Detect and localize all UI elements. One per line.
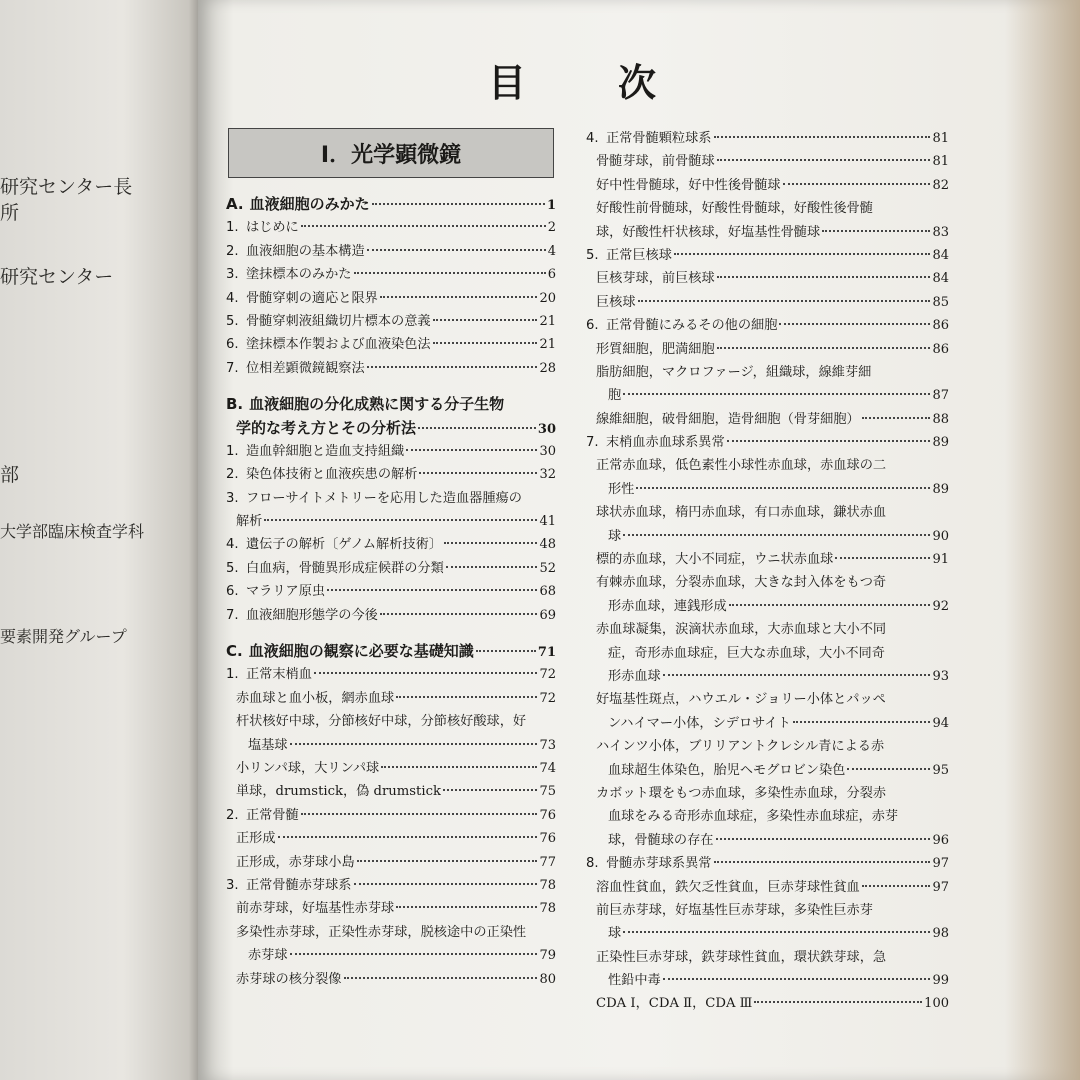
toc-entry[interactable] [226,968,556,991]
toc-page-number: 76 [539,807,556,823]
dot-leader [314,672,538,674]
toc-entry-label: 球状赤血球，楕円赤血球，有口赤血球，鎌状赤血 [596,505,887,521]
toc-entry-label: 巨核球 [596,294,636,310]
dot-leader [419,472,537,474]
toc-entry[interactable] [226,734,556,757]
toc-entry-label: 標的赤血球，大小不同症，ウニ状赤血球 [596,552,834,568]
toc-page-number: 100 [924,996,949,1012]
toc-entry-label: 位相差顕微鏡観察法 [246,360,365,376]
dot-leader [433,319,538,321]
toc-entry[interactable] [586,384,949,407]
toc-entry-label: 白血病，骨髄異形成症候群の分類 [246,560,444,576]
toc-entry-label: はじめに [246,220,299,236]
toc-entry-label: 遺伝子の解析〔ゲノム解析技術〕 [246,537,442,553]
toc-page-number: 71 [537,645,556,661]
dot-leader [372,203,545,205]
toc-entry-label: 正常骨髄 [246,807,299,823]
toc-entry[interactable] [586,735,949,758]
toc-entry-label: 巨核芽球，前巨核球 [596,271,715,287]
toc-entry[interactable] [586,642,949,665]
title-char: 次 [617,61,658,105]
toc-entry-number: 8. [586,856,599,872]
toc-entry-label: 骨髄芽球，前骨髄球 [596,154,715,170]
dot-leader [396,906,537,908]
toc-entry-label: フローサイトメトリーを応用した造血器腫瘍の [246,490,522,506]
toc-entry[interactable] [226,897,556,920]
toc-entry-number: 3. [226,490,239,506]
toc-entry-label: 正常巨核球 [606,247,672,263]
toc-entry[interactable] [586,431,949,454]
facing-page-text: 要素開発グループ [0,627,127,646]
toc-entry-label: 血液細胞の観察に必要な基礎知識 [248,642,474,661]
toc-entry-label: 胞 [608,388,622,404]
toc-entry-label: 好塩基性斑点，ハウエル・ジョリー小体とパッペ [596,692,886,708]
toc-entry-number: 7. [226,360,239,376]
toc-entry[interactable] [226,874,556,897]
dot-leader [354,883,538,885]
toc-entry[interactable] [226,287,556,310]
toc-page-number: 90 [932,528,949,544]
toc-entry[interactable] [586,782,949,805]
toc-entry-label: 血球をみる奇形赤血球症，多染性赤血球症，赤芽 [608,809,899,825]
toc-entry[interactable] [586,805,949,828]
toc-entry[interactable] [226,757,556,780]
section-heading [228,128,554,178]
toc-entry[interactable] [586,478,949,501]
toc-entry-label: 線維細胞，破骨細胞，造骨細胞（骨芽細胞） [596,411,860,427]
toc-entry-label: 赤芽球 [248,948,288,964]
toc-page-number: 28 [539,360,556,376]
toc-entry[interactable] [586,899,949,922]
toc-entry[interactable] [586,595,949,618]
facing-page-text: 部 [0,464,20,486]
toc-entry[interactable] [226,944,556,967]
toc-entry-label: 正常骨髄顆粒球系 [606,131,712,146]
toc-page-number: 78 [539,877,556,893]
toc-entry[interactable] [226,557,556,580]
toc-entry-label: 小リンパ球，大リンパ球 [236,760,380,776]
toc-entry-label: 骨髄穿刺の適応と限界 [246,290,378,306]
toc-entry[interactable] [586,548,949,571]
toc-entry-number: 3. [226,267,239,283]
toc-entry-label: ンハイマー小体，シデロサイト [608,715,791,731]
toc-entry[interactable] [586,618,949,641]
facing-page [0,0,205,1080]
dot-leader [290,743,538,745]
toc-chapter-entry[interactable] [226,640,556,663]
toc-page-number: 85 [932,294,949,310]
toc-chapter-entry[interactable] [226,193,556,216]
toc-page-number: 86 [932,318,949,334]
toc-entry-label: 正常赤血球，低色素性小球性赤血球，赤血球の二 [596,458,887,474]
toc-entry-number: 1. [226,220,239,236]
toc-entry-label: 溶血性貧血，鉄欠乏性貧血，巨赤芽球性貧血 [596,879,860,895]
toc-page-number: 2 [547,220,556,236]
toc-entry-label: 解析 [236,514,263,530]
toc-entry-label: 正形成 [236,831,276,847]
toc-entry[interactable] [586,525,949,548]
toc-spacer [226,627,556,640]
dot-leader [717,159,931,161]
toc-entry-label: 形質細胞，肥満細胞 [596,341,715,357]
toc-entry-label: 球，好酸性杆状核球，好塩基性骨髄球 [596,224,821,240]
toc-entry-label: 好中性骨髄球，好中性後骨髄球 [596,177,781,193]
toc-page-number: 30 [537,421,556,437]
dot-leader [779,323,930,325]
toc-entry-number: C. [226,642,243,661]
toc-page-number: 96 [932,832,949,848]
toc-entry[interactable] [586,501,949,524]
toc-entry-label: 球 [608,926,622,942]
toc-entry-label: ハインツ小体，ブリリアントクレシル青による赤 [596,739,885,755]
toc-page-number: 4 [547,243,556,259]
dot-leader [354,272,546,274]
toc-entry[interactable] [226,533,556,556]
toc-entry-number: 4. [226,290,239,306]
toc-entry[interactable] [586,338,949,361]
toc-page-number: 72 [539,667,556,683]
toc-page-number: 32 [539,467,556,483]
toc-entry-label: 血液細胞の分化成熟に関する分子生物 [249,395,505,414]
toc-entry[interactable] [586,852,949,875]
page-title [488,52,658,107]
dot-leader [301,225,546,227]
toc-entry-label: 形性 [608,481,635,497]
toc-entry[interactable] [586,174,949,197]
toc-page-number: 86 [932,341,949,357]
dot-leader [636,487,930,489]
toc-entry-label: 末梢血赤血球系異常 [606,435,725,451]
toc-page-number: 73 [539,737,556,753]
dot-leader [714,861,931,863]
toc-entry[interactable] [226,357,556,380]
toc-entry-number: 7. [586,435,599,451]
dot-leader [717,276,931,278]
dot-leader [396,696,537,698]
toc-entry-label: 骨髄赤芽球系異常 [606,856,712,872]
toc-entry-label: 正形成，赤芽球小島 [236,854,355,870]
toc-entry-number: 5. [226,313,239,329]
toc-entry[interactable] [226,440,556,463]
toc-entry-label: 単球，drumstick，偽 drumstick [236,784,441,800]
dot-leader [327,589,537,591]
toc-entry[interactable] [586,712,949,735]
toc-entry[interactable] [226,687,556,710]
toc-page-number: 93 [932,668,949,684]
toc-entry[interactable] [586,150,949,173]
dot-leader [443,789,538,791]
toc-entry-label: 正常骨髄にみるその他の細胞 [606,318,778,334]
toc-entry-label: 性鉛中毒 [608,973,661,989]
toc-entry-label: CDA Ⅰ，CDA Ⅱ，CDA Ⅲ [596,996,753,1012]
toc-entry-label: 球，骨髄球の存在 [608,832,714,848]
toc-entry-number: 2. [226,807,239,823]
facing-page-text: 大学部臨床検査学科 [0,522,145,541]
toc-entry[interactable] [586,267,949,290]
page-edge-shadow [955,0,1080,1080]
toc-spacer [226,380,556,393]
dot-leader [729,604,931,606]
dot-leader [716,838,931,840]
dot-leader [476,650,536,652]
toc-entry-label: マラリア原虫 [246,584,326,600]
toc-entry-label: 前巨赤芽球，好塩基性巨赤芽球，多染性巨赤芽 [596,902,873,918]
toc-entry[interactable] [586,291,949,314]
toc-entry-label: 前赤芽球，好塩基性赤芽球 [236,901,395,917]
toc-entry[interactable] [586,992,949,1015]
toc-entry-label: 塩基球 [248,737,288,753]
dot-leader [290,953,538,955]
toc-entry-label: 染色体技術と血液疾患の解析 [246,467,418,483]
toc-page-number: 77 [539,854,556,870]
toc-chapter-entry[interactable] [226,417,556,440]
toc-chapter-entry[interactable] [226,393,556,416]
toc-entry[interactable] [226,580,556,603]
dot-leader [623,534,930,536]
toc-entry[interactable] [226,851,556,874]
toc-entry-label: 塗抹標本のみかた [246,267,352,283]
section-heading-label: Ⅰ．光学顕微鏡 [320,142,462,168]
toc-entry[interactable] [226,921,556,944]
toc-page-number: 81 [932,131,949,146]
toc-entry-label: 血液細胞形態学の今後 [246,607,378,623]
toc-entry[interactable] [586,454,949,477]
toc-entry-label: 杆状核好中球，分節核好中球，分節核好酸球，好 [236,714,527,730]
title-char: 目 [488,61,529,105]
toc-page-number: 72 [539,690,556,706]
toc-entry-number: 4. [226,537,239,553]
toc-entry-label: 造血幹細胞と造血支持組織 [246,443,405,459]
toc-entry-label: 症，奇形赤血球症，巨大な赤血球，大小不同奇 [608,645,885,661]
toc-entry-label: 正常末梢血 [246,667,312,683]
toc-entry-number: B. [226,395,244,414]
toc-page-number: 52 [539,560,556,576]
dot-leader [793,721,931,723]
toc-page-number: 30 [539,443,556,459]
toc-entry-number: 1. [226,443,239,459]
toc-entry[interactable] [586,969,949,992]
toc-entry[interactable] [226,804,556,827]
toc-entry-number: 6. [226,337,239,353]
toc-entry-label: 骨髄穿刺液組織切片標本の意義 [246,313,431,329]
toc-entry-label: カボット環をもつ赤血球，多染性赤血球，分裂赤 [596,785,887,801]
toc-entry-number: 5. [586,247,599,263]
toc-column-left [226,193,556,991]
toc-entry-label: 有棘赤血球，分裂赤血球，大きな封入体をもつ奇 [596,575,887,591]
dot-leader [433,342,538,344]
toc-page-number: 80 [539,971,556,987]
toc-entry-label: 正染性巨赤芽球，鉄芽球性貧血，環状鉄芽球，急 [596,949,887,965]
toc-page-number: 41 [539,514,556,530]
dot-leader [623,393,930,395]
toc-entry-label: 血球超生体染色，胎児ヘモグロビン染色 [608,762,846,778]
dot-leader [418,427,536,429]
toc-entry-label: 血液細胞の基本構造 [246,243,365,259]
toc-entry-label: 好酸性前骨髄球，好酸性骨髄球，好酸性後骨髄 [596,201,873,217]
toc-entry[interactable] [586,127,949,150]
facing-page-text: 研究センター長 [0,176,133,198]
toc-page-number: 78 [539,901,556,917]
toc-entry-number: 1. [226,667,239,683]
toc-page-number: 6 [547,267,556,283]
dot-leader [301,813,538,815]
toc-entry-label: 血液細胞のみかた [249,195,370,213]
toc-entry[interactable] [586,408,949,431]
toc-page-number: 48 [539,537,556,553]
dot-leader [278,836,538,838]
toc-page-number: 1 [546,198,556,213]
toc-entry[interactable] [586,314,949,337]
toc-entry-label: 形赤血球，連銭形成 [608,598,727,614]
dot-leader [714,136,931,138]
toc-entry-number: 2. [226,467,239,483]
toc-page-number: 76 [539,831,556,847]
toc-entry[interactable] [226,827,556,850]
toc-entry[interactable] [226,780,556,803]
toc-entry[interactable] [226,510,556,533]
toc-entry[interactable] [586,197,949,220]
toc-entry-number: A. [226,195,244,213]
facing-page-text: 所 [0,202,20,224]
dot-leader [367,249,546,251]
toc-entry-label: 正常骨髄赤芽球系 [246,877,352,893]
toc-entry[interactable] [226,487,556,510]
dot-leader [717,347,931,349]
toc-page-number: 92 [932,598,949,614]
dot-leader [446,566,538,568]
dot-leader [727,440,931,442]
dot-leader [444,542,537,544]
facing-page-text: 研究センター [0,266,114,288]
toc-entry[interactable] [586,244,949,267]
toc-entry-number: 7. [226,607,239,623]
toc-page-number: 99 [932,973,949,989]
dot-leader [380,613,538,615]
dot-leader [638,300,931,302]
toc-entry-label: 多染性赤芽球，正染性赤芽球，脱核途中の正染性 [236,924,527,940]
toc-page-number: 79 [539,948,556,964]
toc-entry-label: 学的な考え方とその分析法 [236,418,417,437]
toc-page-number: 94 [932,715,949,731]
toc-page-number: 81 [932,154,949,170]
toc-page-number: 21 [539,313,556,329]
dot-leader [783,183,931,185]
dot-leader [367,366,538,368]
toc-entry-label: 赤芽球の核分裂像 [236,971,342,987]
dot-leader [344,977,538,979]
dot-leader [862,885,931,887]
toc-entry-label: 赤血球と血小板，網赤血球 [236,690,395,706]
toc-entry[interactable] [226,463,556,486]
toc-page-number: 21 [539,337,556,353]
toc-entry[interactable] [226,263,556,286]
toc-entry[interactable] [586,829,949,852]
toc-page-number: 69 [539,607,556,623]
toc-page-number: 89 [932,435,949,451]
toc-entry[interactable] [586,876,949,899]
toc-page-number: 84 [932,271,949,287]
toc-entry-number: 6. [226,584,239,600]
toc-entry[interactable] [586,946,949,969]
toc-entry[interactable] [226,663,556,686]
toc-entry-label: 塗抹標本作製および血液染色法 [246,337,431,353]
dot-leader [674,253,931,255]
toc-page-number: 75 [539,784,556,800]
toc-entry[interactable] [586,665,949,688]
toc-entry[interactable] [586,571,949,594]
toc-page-number: 87 [932,388,949,404]
dot-leader [357,860,538,862]
toc-entry-label: 球 [608,528,622,544]
toc-page-number: 20 [539,290,556,306]
toc-entry[interactable] [226,333,556,356]
dot-leader [847,768,930,770]
dot-leader [663,674,931,676]
toc-page-number: 68 [539,584,556,600]
toc-page-number: 74 [539,760,556,776]
toc-entry-number: 6. [586,318,599,334]
toc-entry-number: 2. [226,243,239,259]
toc-entry-number: 3. [226,877,239,893]
toc-entry-label: 赤血球凝集，涙滴状赤血球，大赤血球と大小不同 [596,622,887,638]
dot-leader [623,931,930,933]
toc-entry[interactable] [226,216,556,239]
dot-leader [862,417,931,419]
toc-entry[interactable] [586,221,949,244]
dot-leader [754,1001,922,1003]
toc-entry-number: 4. [586,131,599,146]
toc-entry[interactable] [586,922,949,945]
toc-entry[interactable] [226,604,556,627]
toc-entry[interactable] [586,688,949,711]
toc-page-number: 83 [932,224,949,240]
toc-page-number: 95 [932,762,949,778]
toc-page-number: 88 [932,411,949,427]
toc-entry[interactable] [226,310,556,333]
toc-entry[interactable] [586,759,949,782]
dot-leader [264,519,537,521]
dot-leader [663,978,931,980]
toc-page-number: 91 [932,552,949,568]
toc-entry-label: 形赤血球 [608,668,661,684]
toc-page-number: 89 [932,481,949,497]
toc-entry[interactable] [586,361,949,384]
toc-entry-number: 5. [226,560,239,576]
toc-entry[interactable] [226,240,556,263]
dot-leader [835,557,930,559]
toc-page-number: 82 [932,177,949,193]
dot-leader [380,296,538,298]
dot-leader [406,449,537,451]
toc-page-number: 97 [932,879,949,895]
dot-leader [822,230,930,232]
dot-leader [381,766,537,768]
toc-page-number: 97 [932,856,949,872]
toc-entry-label: 脂肪細胞，マクロファージ，組織球，線維芽細 [596,364,872,380]
toc-entry[interactable] [226,710,556,733]
toc-page-number: 84 [932,247,949,263]
toc-page-number: 98 [932,926,949,942]
toc-column-right [586,127,949,1016]
